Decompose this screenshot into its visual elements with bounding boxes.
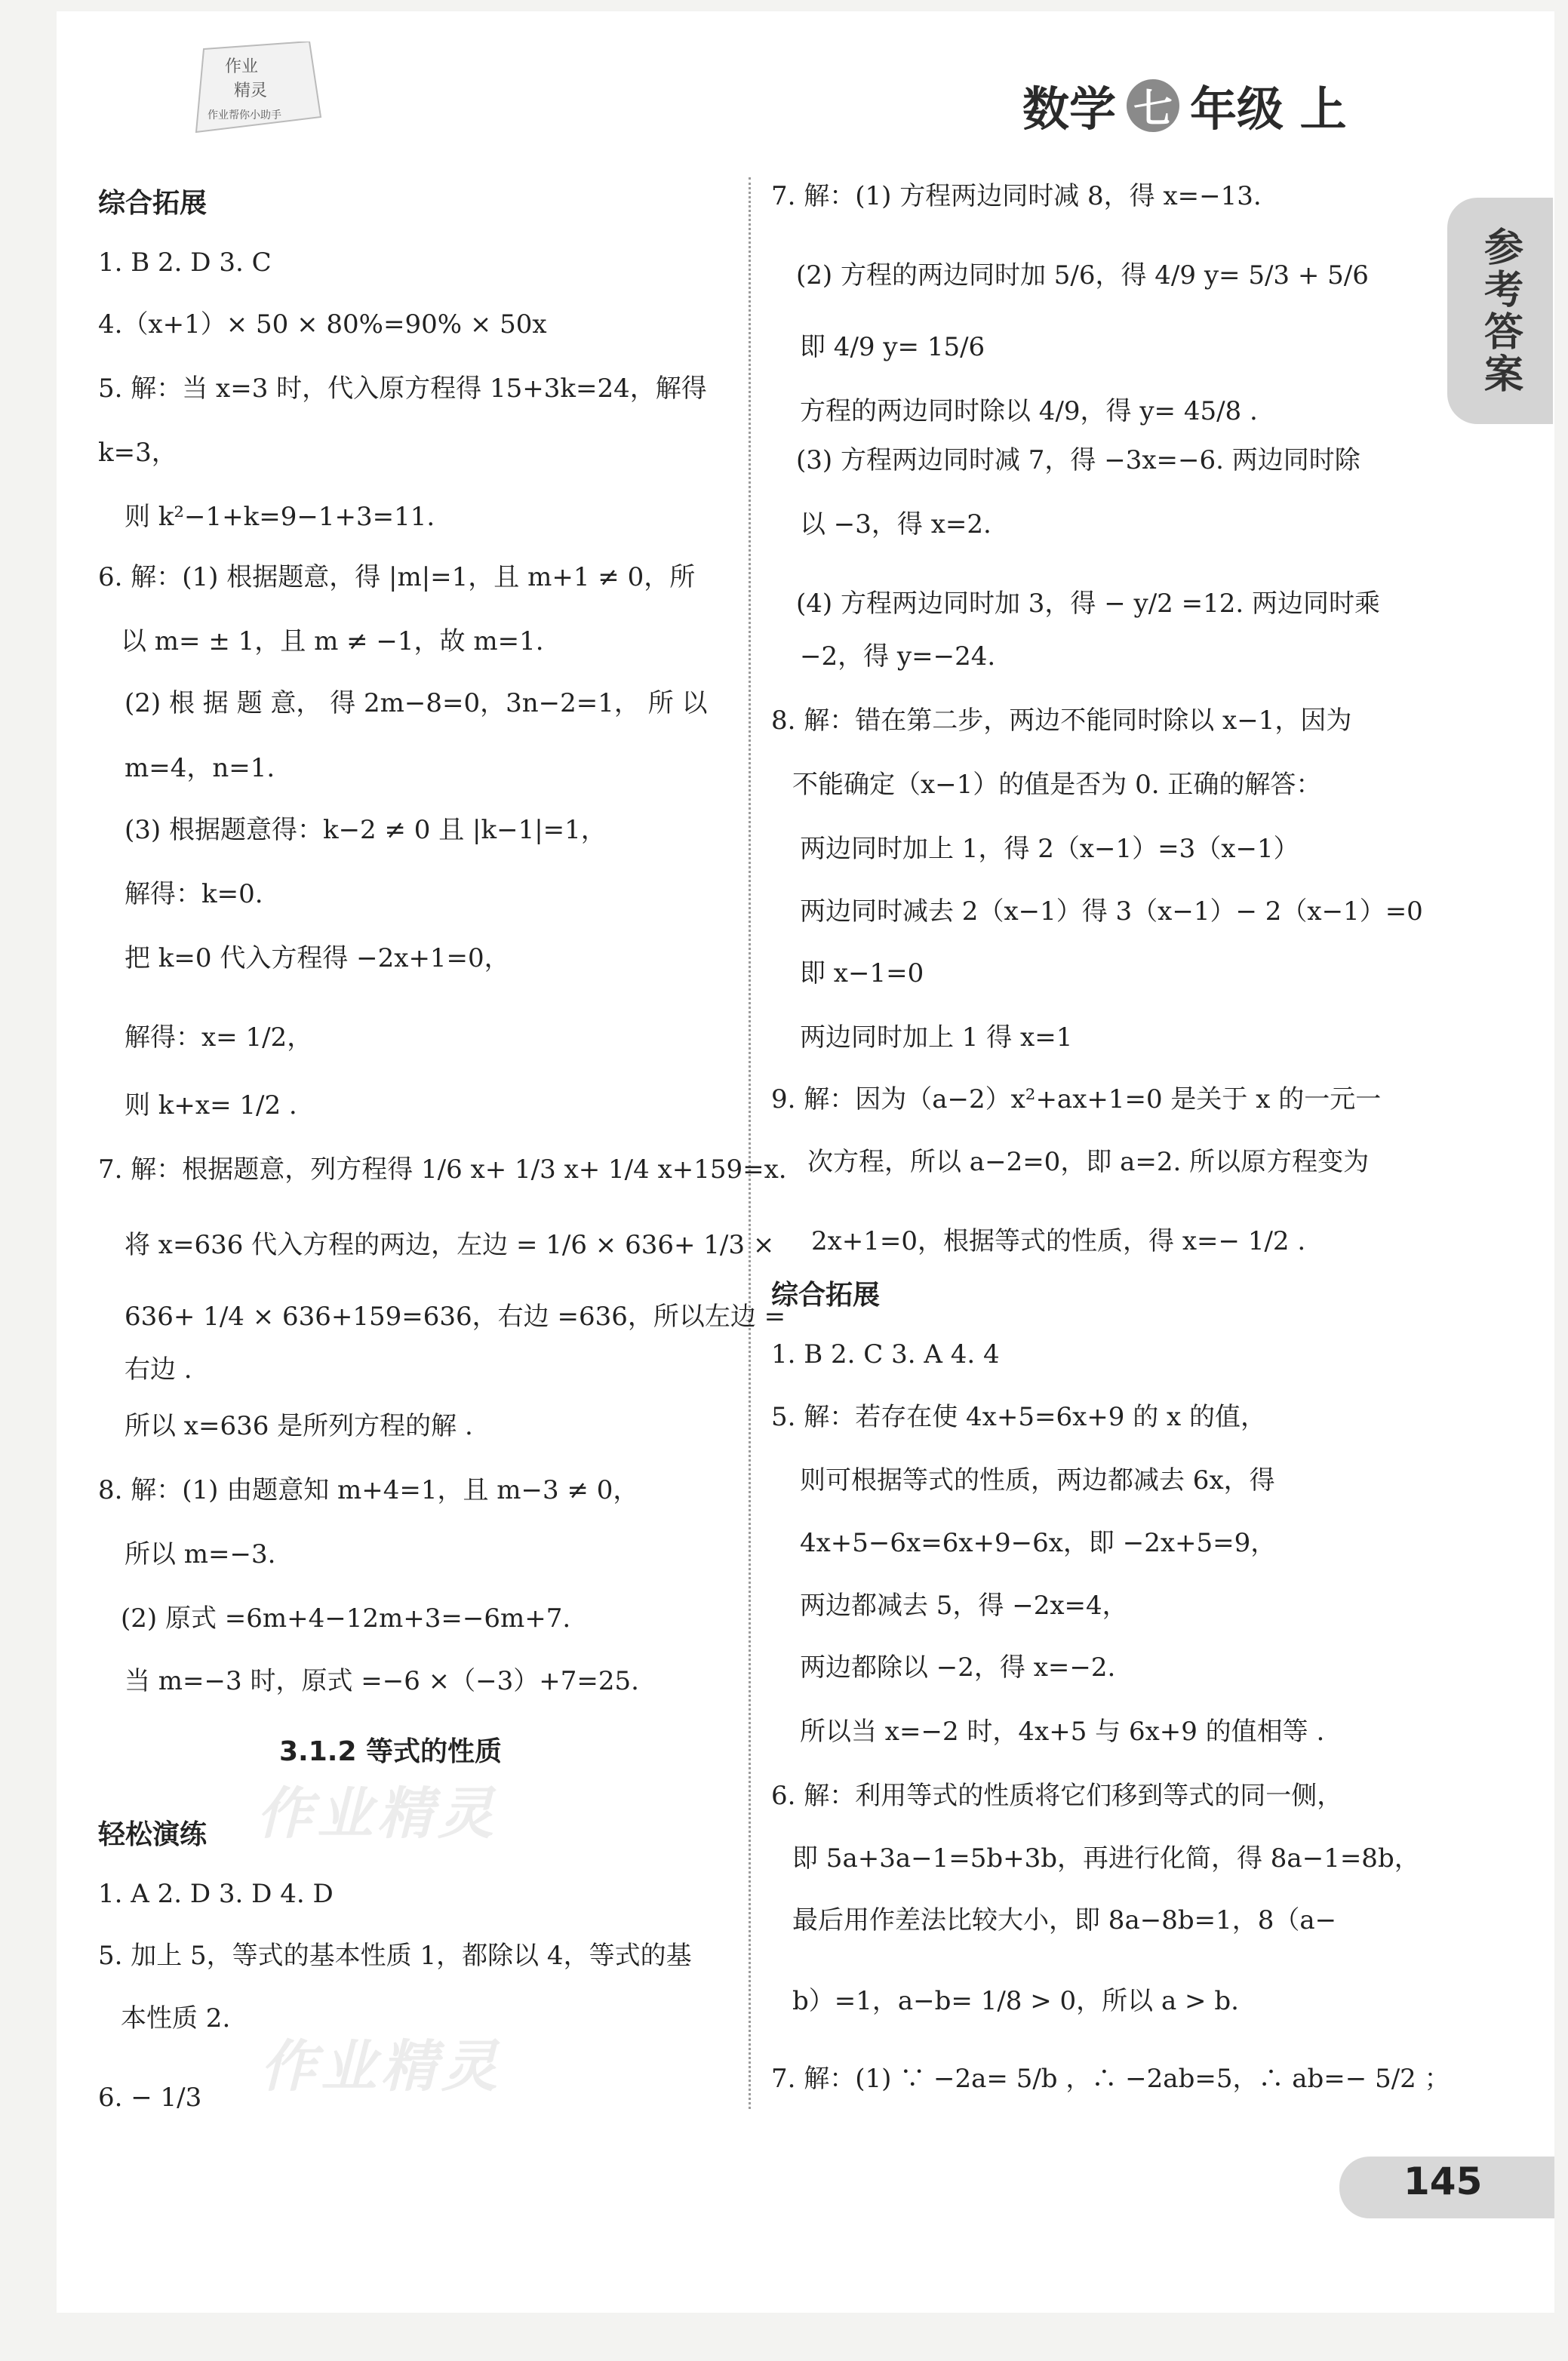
answer-line: 7. 解：(1) ∵ −2a= 5/b ，∴ −2ab=5，∴ ab=− 5/2 ； — [771, 2064, 1450, 2094]
answer-line: 4.（x+1）× 50 × 80%=90% × 50x — [98, 309, 547, 340]
answer-line: 所以 m=−3. — [125, 1539, 276, 1569]
answer-line: (2) 根 据 题 意， 得 2m−8=0，3n−2=1， 所 以 — [125, 688, 708, 718]
answer-line: 7. 解：(1) 方程两边同时减 8，得 x=−13. — [771, 181, 1262, 211]
answer-line: 2x+1=0，根据等式的性质，得 x=− 1/2 . — [811, 1226, 1306, 1256]
answer-line: 两边都除以 −2，得 x=−2. — [800, 1652, 1116, 1683]
answer-line: b）=1，a−b= 1/8 > 0，所以 a > b. — [792, 1986, 1239, 2016]
answer-line: 1. A 2. D 3. D 4. D — [98, 1879, 334, 1909]
answer-line: 则 k²−1+k=9−1+3=11. — [125, 502, 435, 532]
answer-line: 以 −3，得 x=2. — [800, 509, 992, 540]
answer-line: 8. 解：(1) 由题意知 m+4=1，且 m−3 ≠ 0， — [98, 1475, 639, 1505]
svg-text:作业: 作业 — [225, 57, 259, 76]
answer-line: 最后用作差法比较大小，即 8a−8b=1，8（a− — [792, 1905, 1337, 1935]
answer-key-tab — [1447, 198, 1553, 424]
answer-line: (3) 根据题意得：k−2 ≠ 0 且 |k−1|=1， — [125, 815, 607, 845]
answer-line: 则 k+x= 1/2 . — [125, 1090, 297, 1121]
answer-key-label: 参考答案 — [1477, 226, 1523, 395]
column-divider — [749, 177, 751, 2109]
answer-line: 6. 解：(1) 根据题意，得 |m|=1，且 m+1 ≠ 0，所 — [98, 562, 696, 592]
answer-line: 两边都减去 5，得 −2x=4， — [800, 1591, 1128, 1621]
page-header-title — [1022, 72, 1347, 139]
grade-circle-icon: 七 — [1127, 79, 1179, 132]
answer-line: 本性质 2. — [121, 2003, 231, 2034]
answer-line: 4x+5−6x=6x+9−6x，即 −2x+5=9， — [800, 1528, 1277, 1558]
answer-line: 6. 解：利用等式的性质将它们移到等式的同一侧， — [771, 1781, 1343, 1811]
answer-line: 5. 解：当 x=3 时，代入原方程得 15+3k=24，解得 — [98, 374, 707, 404]
answer-line: 则可根据等式的性质，两边都减去 6x，得 — [800, 1465, 1275, 1496]
answer-line: 右边 . — [125, 1354, 192, 1385]
answer-line: 所以当 x=−2 时，4x+5 与 6x+9 的值相等 . — [800, 1717, 1325, 1747]
answer-line: 9. 解：因为（a−2）x²+ax+1=0 是关于 x 的一元一 — [771, 1084, 1382, 1114]
answer-line: 所以 x=636 是所列方程的解 . — [125, 1411, 473, 1441]
svg-text:作业帮你小助手: 作业帮你小助手 — [208, 109, 281, 121]
section-heading: 综合拓展 — [771, 1280, 881, 1311]
answer-line: 次方程，所以 a−2=0，即 a=2. 所以原方程变为 — [807, 1147, 1370, 1177]
answer-line: (4) 方程两边同时加 3，得 − y/2 =12. 两边同时乘 — [796, 589, 1380, 619]
answer-line: 把 k=0 代入方程得 −2x+1=0， — [125, 943, 510, 973]
answer-line: 7. 解：根据题意，列方程得 1/6 x+ 1/3 x+ 1/4 x+159=x. — [98, 1154, 787, 1185]
answer-line: 两边同时加上 1，得 2（x−1）=3（x−1） — [800, 834, 1299, 864]
answer-line: 不能确定（x−1）的值是否为 0. 正确的解答： — [792, 770, 1322, 800]
answer-line: (2) 方程的两边同时加 5/6，得 4/9 y= 5/3 + 5/6 — [796, 260, 1369, 291]
answer-line: 以 m= ± 1，且 m ≠ −1，故 m=1. — [121, 626, 544, 656]
answer-line: 5. 解：若存在使 4x+5=6x+9 的 x 的值， — [771, 1402, 1266, 1432]
answer-line: 将 x=636 代入方程的两边，左边 = 1/6 × 636+ 1/3 × — [125, 1230, 775, 1260]
logo — [189, 42, 324, 140]
answer-line: 1. B 2. D 3. C — [98, 247, 272, 278]
answer-line: 即 4/9 y= 15/6 — [800, 332, 985, 362]
answer-line: 两边同时加上 1 得 x=1 — [800, 1022, 1073, 1053]
section-heading: 综合拓展 — [98, 188, 208, 219]
watermark: 作业精灵 — [260, 2034, 502, 2099]
answer-line: 解得：x= 1/2， — [125, 1022, 313, 1053]
answer-line: (2) 原式 =6m+4−12m+3=−6m+7. — [121, 1603, 571, 1634]
answer-line: 6. − 1/3 — [98, 2083, 202, 2113]
section-heading: 轻松演练 — [98, 1819, 208, 1850]
answer-line: 方程的两边同时除以 4/9，得 y= 45/8 . — [800, 396, 1258, 426]
subject-label: 数学 — [1022, 81, 1117, 137]
answer-line: m=4，n=1. — [125, 753, 275, 783]
answer-line: 当 m=−3 时，原式 =−6 ×（−3）+7=25. — [125, 1666, 639, 1696]
answer-line: 即 5a+3a−1=5b+3b，再进行化简，得 8a−1=8b， — [792, 1843, 1420, 1874]
answer-line: 636+ 1/4 × 636+159=636，右边 =636，所以左边 = — [125, 1302, 786, 1332]
answer-line: k=3， — [98, 438, 177, 468]
answer-line: (3) 方程两边同时减 7，得 −3x=−6. 两边同时除 — [796, 445, 1360, 475]
grade-label: 年级 上 — [1190, 81, 1347, 137]
page-number: 145 — [1404, 2160, 1483, 2203]
watermark: 作业精灵 — [257, 1782, 498, 1846]
answer-line: 5. 加上 5，等式的基本性质 1，都除以 4，等式的基 — [98, 1941, 692, 1971]
answer-line: 8. 解：错在第二步，两边不能同时除以 x−1，因为 — [771, 706, 1352, 736]
answer-line: 1. B 2. C 3. A 4. 4 — [771, 1339, 1000, 1370]
answer-line: −2，得 y=−24. — [800, 641, 996, 672]
answer-line: 解得：k=0. — [125, 879, 263, 909]
answer-line: 两边同时减去 2（x−1）得 3（x−1）− 2（x−1）=0 — [800, 896, 1423, 927]
answer-line: 即 x−1=0 — [800, 958, 924, 988]
section-heading: 3.1.2 等式的性质 — [279, 1736, 503, 1767]
svg-text:精灵: 精灵 — [234, 81, 268, 100]
